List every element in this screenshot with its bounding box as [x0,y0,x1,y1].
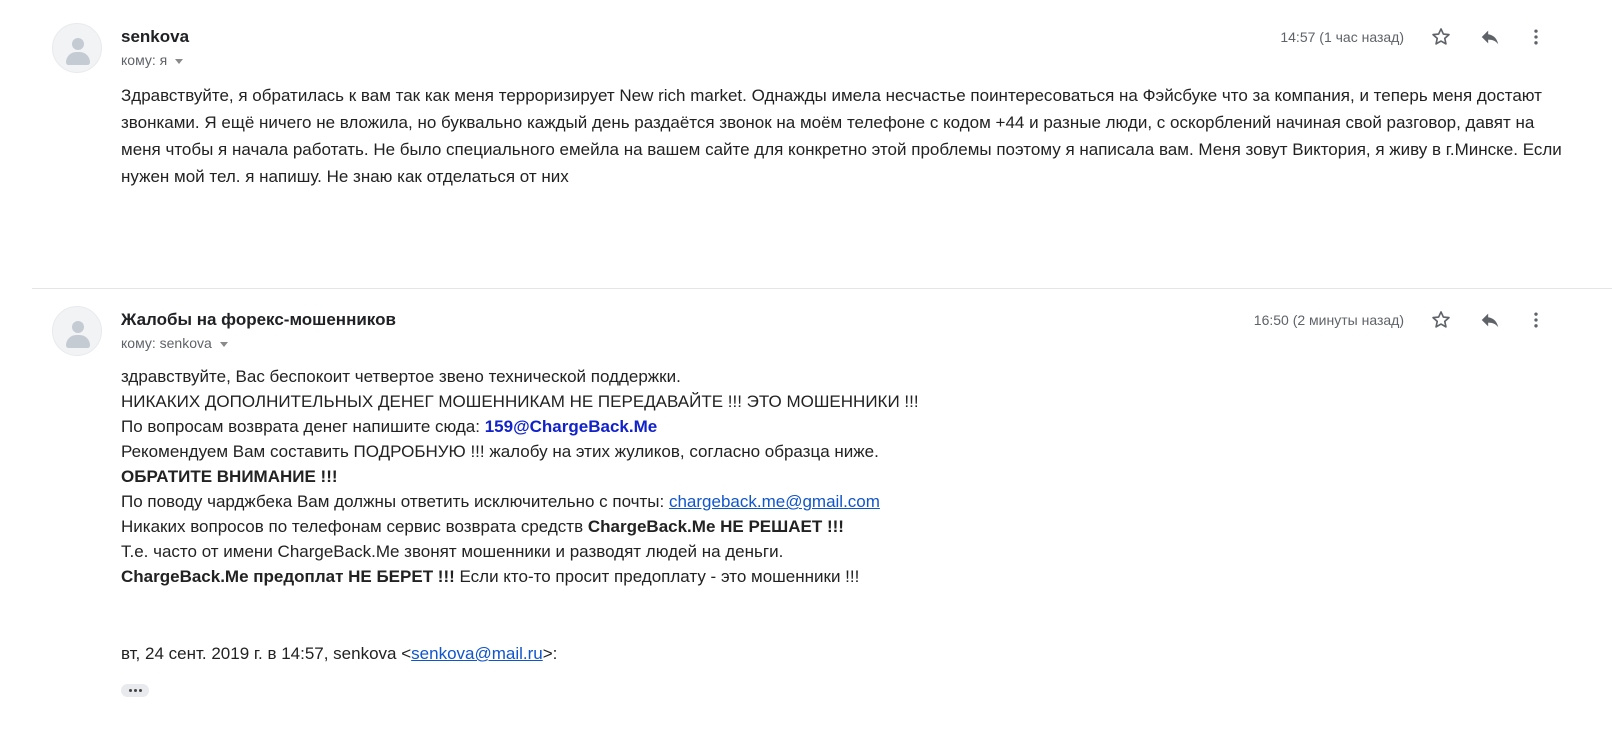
more-options-button[interactable] [1522,23,1550,51]
avatar-head-shape [72,38,84,50]
recipient-label: кому: senkova [121,335,212,351]
quoted-header [121,644,557,664]
message-timestamp: 16:50 (2 минуты назад) [1253,312,1404,328]
message-body: Здравствуйте, я обратилась к вам так как меня терроризирует New rich market. Однажды имела несчастье поинтересоваться на Фэйсбуке что за компания, и теперь меня достают звонками. Я ещё ничего не вложила, но буквально каждый день раздаётся звонок на моём телефоне с кодом +44 и разные люди, с оскорблений начиная свой разговор, давят на меня чтобы я начала работать. Не было специального емейла на вашем сайте для конкретно этой проблемы поэтому я написала вам. Меня зовут Виктория, я живу в г.Минске. Если нужен мой тел. я напишу. Не знаю как отделаться от них [121,86,1562,186]
body-text-bold: ChargeBack.Me предоплат НЕ БЕРЕТ !!! [121,567,455,586]
ellipsis-icon [139,689,142,692]
body-line-bold: ОБРАТИТЕ ВНИМАНИЕ !!! [121,467,338,486]
body-text-fragment: Если кто-то просит предоплату - это мошенники !!! [454,567,860,586]
recipient-toggle[interactable] [121,52,183,68]
email-message-1 [0,0,1612,288]
chevron-down-icon[interactable] [220,342,228,347]
more-options-button[interactable] [1522,306,1550,334]
star-icon [1430,26,1452,48]
gmail-link[interactable]: chargeback.me@gmail.com [668,492,880,511]
avatar-head-shape [72,321,84,333]
body-line [121,514,1562,539]
email-message-2 [0,290,1612,745]
body-text-fragment: По поводу чарджбека Вам должны ответить исключительно с почты: [121,492,669,511]
avatar-body-shape [66,335,90,348]
body-line: НИКАКИХ ДОПОЛНИТЕЛЬНЫХ ДЕНЕГ МОШЕННИКАМ НЕ ПЕРЕДАВАЙТЕ !!! ЭТО МОШЕННИКИ !!! [121,392,919,411]
sender-avatar[interactable] [52,306,102,356]
chevron-down-icon[interactable] [175,59,183,64]
recipient-label: кому: я [121,52,168,68]
star-button[interactable] [1427,23,1455,51]
sender-name[interactable]: senkova [121,27,190,46]
show-trimmed-content-button[interactable] [121,684,149,697]
body-text-bold: ChargeBack.Me НЕ РЕШАЕТ !!! [587,517,844,536]
more-vert-icon [1526,27,1546,47]
reply-icon [1479,309,1501,331]
body-line: Т.е. часто от имени ChargeBack.Me звонят мошенники и разводят людей на деньги. [121,542,784,561]
body-line: здравствуйте, Вас беспокоит четвертое звено технической поддержки. [121,367,681,386]
body-line [121,414,1562,439]
message-divider [32,288,1612,289]
body-line: Рекомендуем Вам составить ПОДРОБНУЮ !!! жалобу на этих жуликов, согласно образца ниже. [121,442,879,461]
sender-name[interactable]: Жалобы на форекс-мошенников [121,310,396,329]
body-text-fragment: По вопросам возврата денег напишите сюда: [121,417,485,436]
quote-prefix: вт, 24 сент. 2019 г. в 14:57, senkova < [121,644,412,663]
body-line [121,489,1562,514]
support-email: 159@ChargeBack.Me [484,417,658,436]
avatar-body-shape [66,52,90,65]
ellipsis-icon [129,689,132,692]
star-icon [1430,309,1452,331]
ellipsis-icon [134,689,137,692]
more-vert-icon [1526,310,1546,330]
star-button[interactable] [1427,306,1455,334]
reply-button[interactable] [1476,23,1504,51]
reply-icon [1479,26,1501,48]
body-text-fragment: Никаких вопросов по телефонам сервис возврата средств [121,517,588,536]
quote-suffix: >: [542,644,558,663]
message-timestamp: 14:57 (1 час назад) [1280,29,1404,45]
recipient-toggle[interactable] [121,335,228,351]
reply-button[interactable] [1476,306,1504,334]
quoted-sender-email-link[interactable]: senkova@mail.ru [411,644,543,663]
body-line [121,564,1562,589]
message-body [121,364,1562,589]
sender-avatar[interactable] [52,23,102,73]
